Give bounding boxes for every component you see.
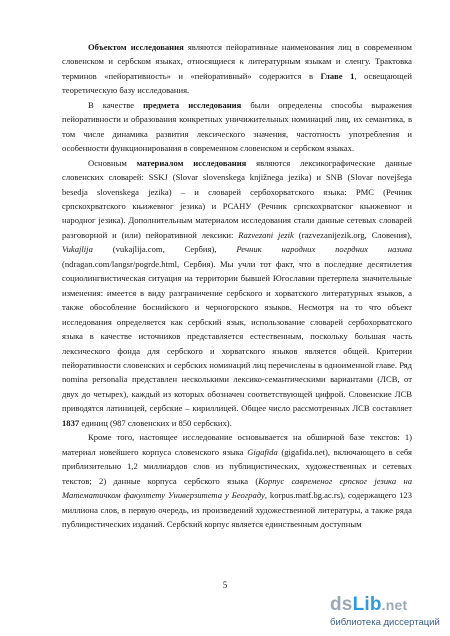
italic-title: Vukajlija [62, 244, 93, 255]
text-run: В качестве [88, 99, 144, 110]
bold-term: предмета исследования [143, 99, 242, 110]
text-run: , освещающей теоретическую базу исследования. [62, 70, 412, 96]
text-run: (vukajlija.com, Сербия), [92, 244, 237, 255]
bold-term: Главе 1 [320, 70, 355, 81]
text-run: (ndragan.com/langsr/pogrde.html, Сербия). Мы учли тот факт, что в последние десятилетия социолингвистическая ситуация на территории бывшей Югославии претерпела значительные изменения: имеется в виду разграничение сербского и хорватского литературных языков, а также обособление боснийского и черногорского языков. Несмотря на то что объект исследования определяется как сербский язык, использование словарей сербохорватского языка в качестве источников представляется естественным, поскольку большая часть лексического фонда для сербского и хорватского языков является общей. Критерии пейоративности словенских и сербских номинаций лиц перечислены в одноименной главе. Ряд nomina personalia представлен несколькими лексико-семантическими вариантами (ЛСВ, от двух до четырех), каждый из которых обозначен соответствующей цифрой. Словенские ЛСВ приводятся латиницей, сербские – кириллицей. Общее число рассмотренных ЛСВ составляет [62, 258, 412, 414]
italic-title: Речник народних погрдних назива [236, 244, 413, 255]
text-run: Кроме того, настоящее исследование основывается на обширной базе текстов: 1) материал новейшего корпуса словенского языка [62, 432, 412, 457]
dslib-subtitle: библиотека диссертаций [330, 617, 440, 628]
text-run: являются лексикографические данные словенских словарей: SSKJ (Slovar slovenskega knjižnega jezika) и SNB (Slovar novejšega besedja slovenskega jezika) – и словарей сербохорватского языка: РМС (Речник српскохрватского књижевног језика) и РСАНУ (Речник српскохрватског књижевног и народног језика). Дополнительным материалом исследования стали данные сетевых словарей разговорной и (или) пейоративной лексики: [62, 157, 412, 240]
bold-term: 1837 [62, 417, 80, 428]
italic-title: Корпус савременог српског језика на Математичком факултету Универзитета у Београду [62, 475, 413, 501]
bold-term: Объектом исследования [88, 42, 184, 52]
text-run: являются пейоративные наименования лиц в современном словенском и сербском языках, относящиеся к литературным языкам и сленгу. Трактовка терминов «пейоративность» и «пейоративный» содержится в [62, 42, 412, 81]
text-run: Основным [88, 157, 137, 168]
page-number: 5 [222, 580, 228, 590]
text-run: , korpus.matf.bg.ac.rs), содержащего 123 миллиона слов, в первую очередь, из произведений художественной литературы, а также ряда публицистических изданий. Сербский корпус является единственным доступным [62, 490, 412, 529]
italic-title: Razvezani jezik [238, 229, 294, 240]
dslib-watermark[interactable] [330, 594, 448, 634]
logo-ds: ds [330, 594, 353, 615]
paragraph-corpus [62, 430, 412, 531]
text-run: (gigafida.net), включающего в себя приблизительно 1,2 миллиардов слов из публицистических, художественных и сетевых текстов; 2) данные корпуса сербского языка ( [62, 446, 412, 486]
paragraph-subject [62, 98, 412, 156]
logo-lib: Lib [352, 594, 382, 615]
text-run: (razvezanijezik.org, Словения), [293, 229, 413, 240]
paragraph-material [62, 156, 412, 431]
text-run: были определены способы выражения пейоративности и образования конкретных уничижительных номинаций лиц, их семантика, в том числе динамика развития лексического значения, частотность употребления и особенности функционирования в современном словенском и сербском языках. [62, 99, 412, 154]
dslib-logo [330, 594, 448, 616]
italic-title: Gigafida [247, 446, 278, 457]
text-run: единиц (987 словенских и 850 сербских). [79, 417, 232, 428]
document-page [62, 40, 412, 531]
paragraph-object [62, 40, 412, 98]
logo-net: .net [381, 597, 408, 613]
bold-term: материалом исследования [136, 157, 247, 168]
